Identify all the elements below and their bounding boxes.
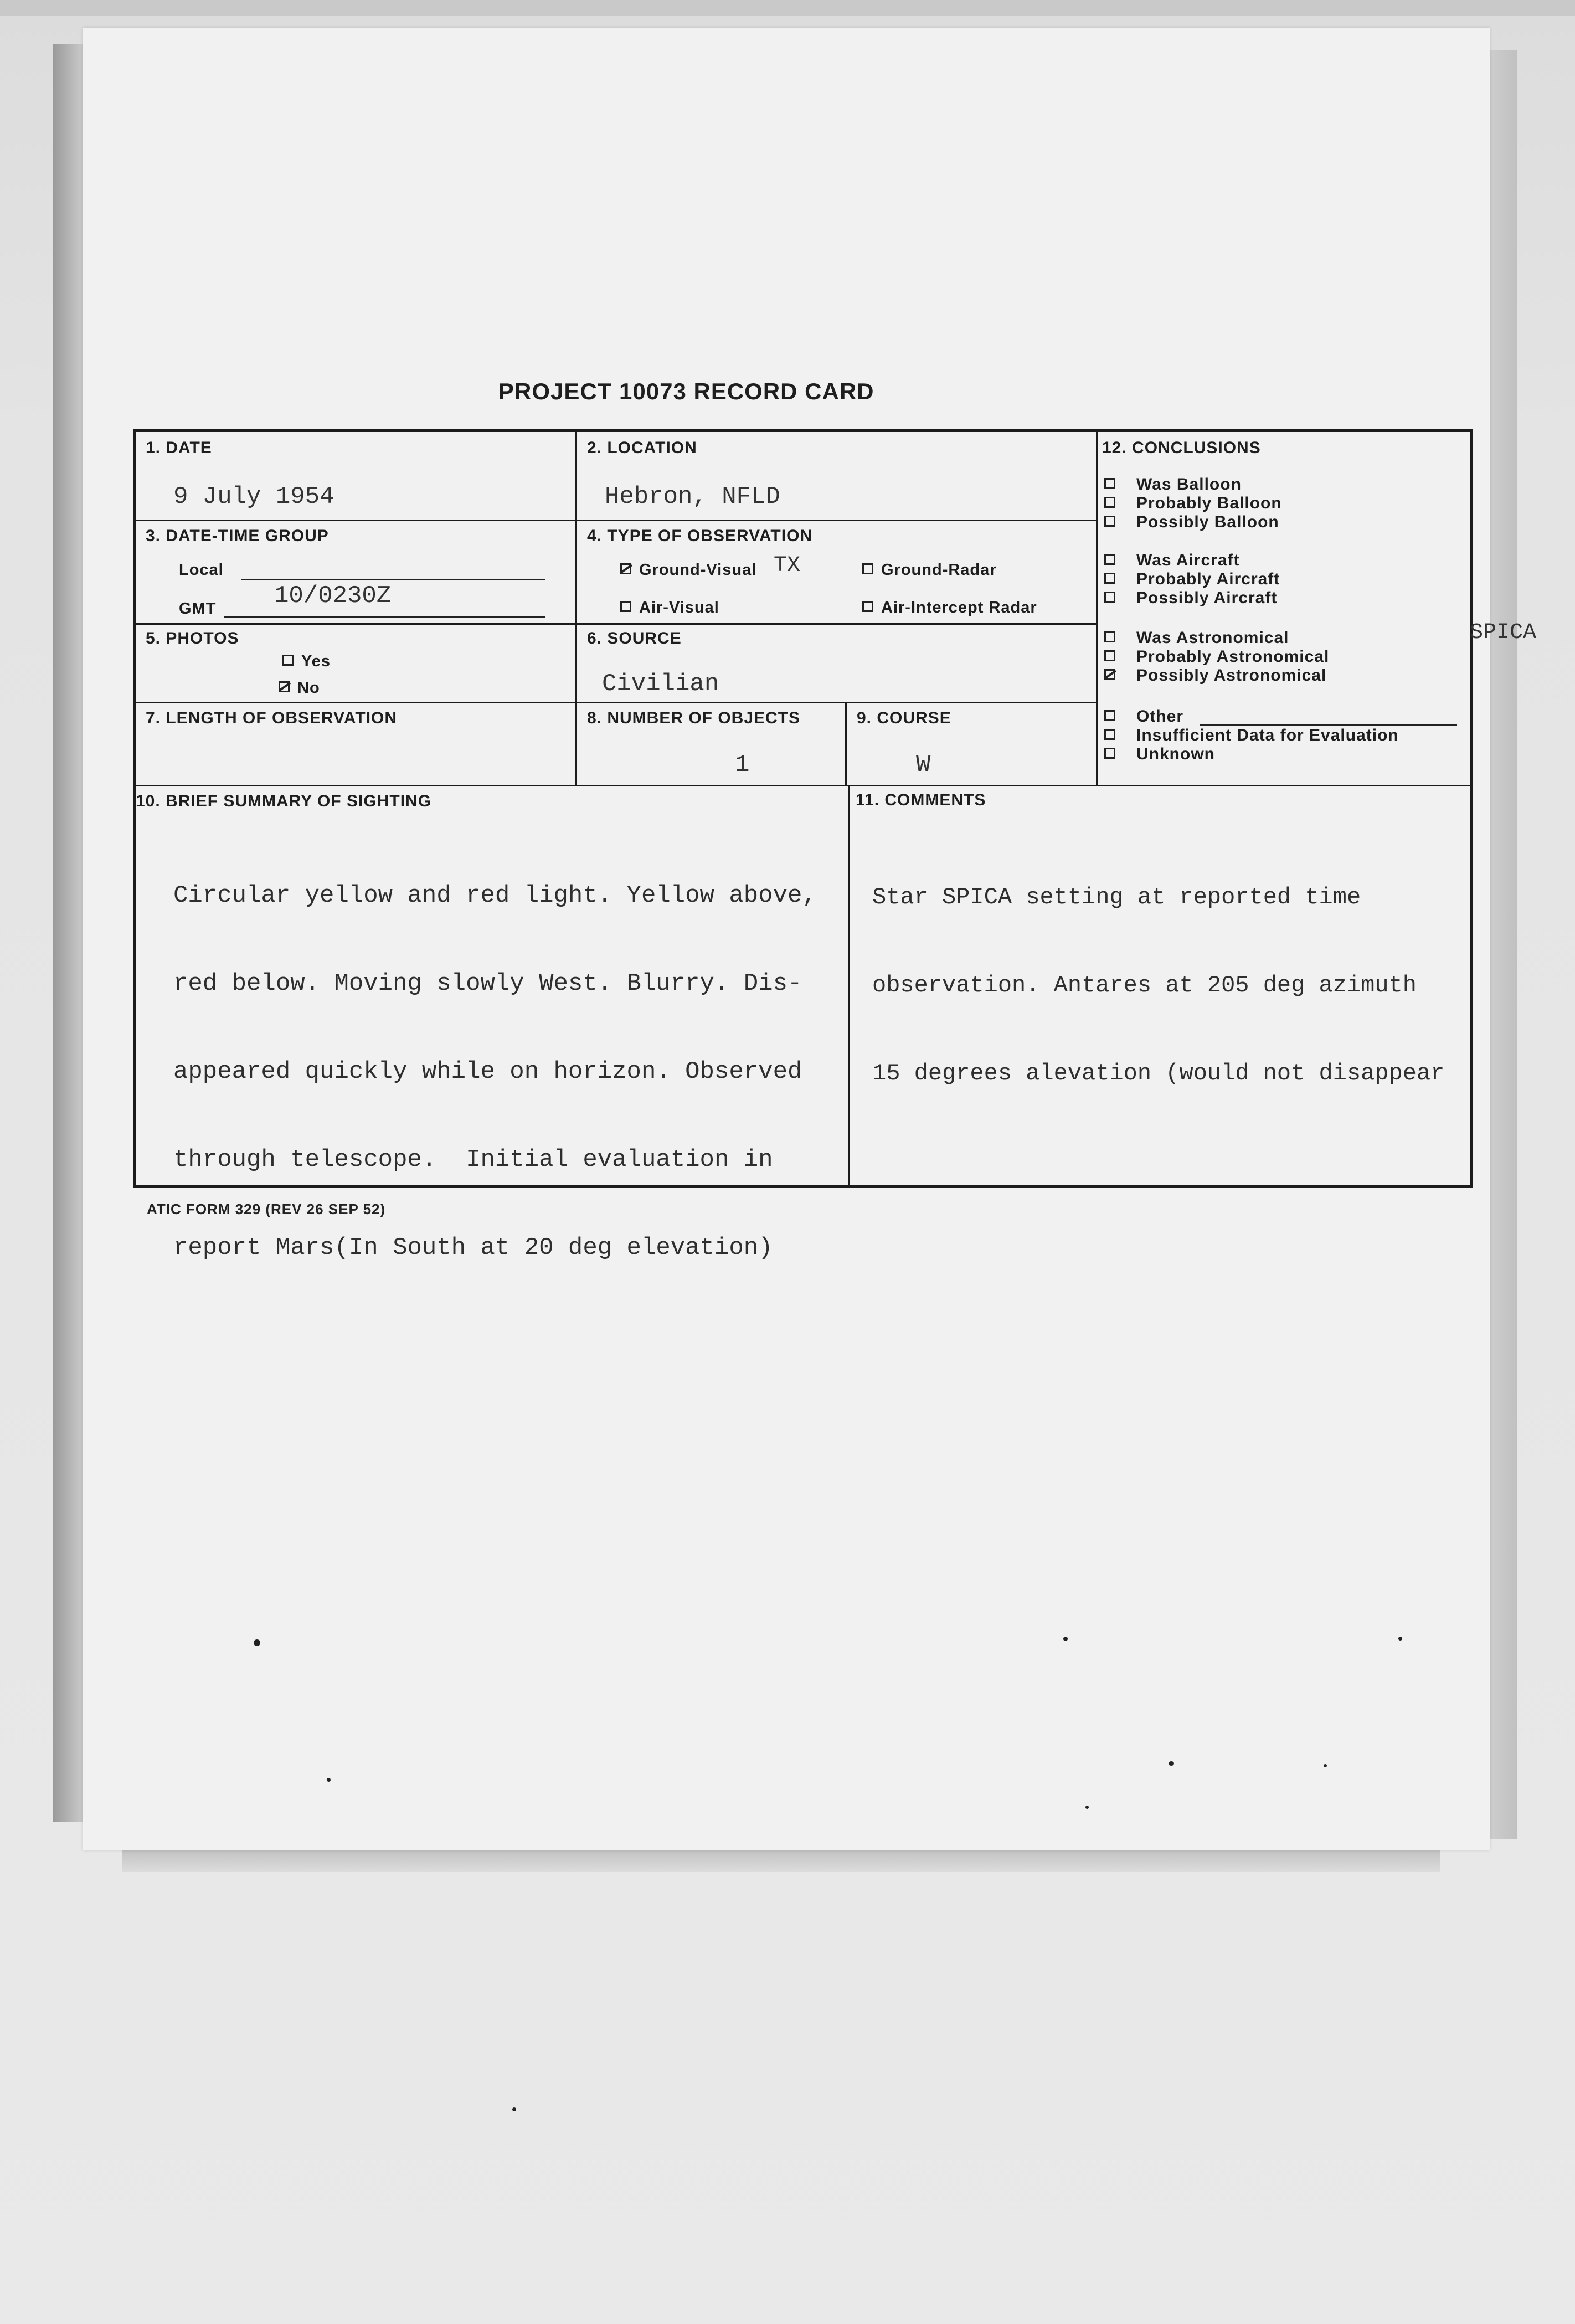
- cell-course: [847, 703, 1098, 786]
- conclusion-probably-balloon: Probably Balloon: [1104, 494, 1282, 513]
- photos-no-text: No: [297, 679, 320, 697]
- scan-speck: [1169, 1761, 1174, 1766]
- ground-radar-text: Ground-Radar: [881, 561, 997, 579]
- comments-line: 15 degrees alevation (would not disappear: [872, 1060, 1445, 1087]
- possibly-astronomical-checkbox[interactable]: [1104, 669, 1115, 680]
- comments-text: [872, 824, 1444, 1147]
- summary-line: red below. Moving slowly West. Blurry. Dis-: [173, 970, 802, 998]
- scan-speck: [1398, 1637, 1402, 1641]
- probably-astronomical-checkbox[interactable]: [1104, 650, 1115, 661]
- was-astronomical-checkbox[interactable]: [1104, 631, 1115, 642]
- scan-speck: [1085, 1806, 1089, 1809]
- course-value: W: [916, 751, 931, 779]
- comments-line: Star SPICA setting at reported time: [872, 884, 1361, 911]
- conclusion-was-balloon: Was Balloon: [1104, 475, 1242, 494]
- cell-date-time-group: [136, 521, 577, 625]
- air-visual-text: Air-Visual: [639, 599, 719, 616]
- date-value: 9 July 1954: [173, 483, 334, 511]
- photos-yes-option: [282, 652, 331, 671]
- conclusion-insufficient-data: Insufficient Data for Evaluation: [1104, 726, 1399, 745]
- paper-shadow-left: [53, 44, 86, 1822]
- photos-yes-checkbox[interactable]: [282, 655, 294, 666]
- conclusion-was-aircraft: Was Aircraft: [1104, 551, 1240, 570]
- date-label: 1. DATE: [146, 439, 212, 457]
- scan-speck: [327, 1778, 331, 1782]
- cell-number-of-objects: [577, 703, 847, 786]
- summary-line: appeared quickly while on horizon. Observed: [173, 1058, 802, 1086]
- conclusion-unknown: Unknown: [1104, 745, 1215, 764]
- cell-location: [577, 432, 1098, 521]
- was-balloon-checkbox[interactable]: [1104, 478, 1115, 489]
- air-visual-option: [620, 599, 719, 617]
- cell-conclusions: [1098, 432, 1537, 786]
- summary-line: Circular yellow and red light. Yellow above,: [173, 882, 817, 909]
- photos-no-option: [279, 679, 320, 697]
- location-label: 2. LOCATION: [587, 439, 697, 457]
- scan-top-edge: [0, 0, 1575, 16]
- probably-aircraft-checkbox[interactable]: [1104, 573, 1115, 584]
- cell-comments: [850, 786, 1470, 1185]
- type-label: 4. TYPE OF OBSERVATION: [587, 527, 813, 545]
- source-value: Civilian: [602, 670, 719, 698]
- cell-length-of-observation: [136, 703, 577, 786]
- form-number-footer: ATIC FORM 329 (REV 26 SEP 52): [147, 1201, 386, 1217]
- objects-value: 1: [735, 751, 750, 779]
- ground-visual-note: TX: [774, 553, 801, 578]
- card-title: PROJECT 10073 RECORD CARD: [498, 378, 874, 404]
- ground-radar-option: [862, 561, 997, 579]
- comments-line: observation. Antares at 205 deg azimuth: [872, 972, 1417, 999]
- cell-photos: [136, 625, 577, 703]
- summary-text: [173, 822, 817, 1322]
- cell-date: [136, 432, 577, 521]
- conclusion-other: Other: [1104, 707, 1183, 726]
- local-label: Local: [179, 561, 224, 579]
- length-label: 7. LENGTH OF OBSERVATION: [146, 709, 398, 727]
- summary-line: through telescope. Initial evaluation in: [173, 1146, 773, 1174]
- conclusion-was-astronomical: Was Astronomical: [1104, 629, 1289, 647]
- astronomical-note: SPICA: [1470, 620, 1537, 645]
- gmt-value: 10/0230Z: [274, 582, 392, 610]
- air-visual-checkbox[interactable]: [620, 601, 631, 612]
- conclusion-possibly-aircraft: Possibly Aircraft: [1104, 589, 1277, 608]
- conclusion-probably-astronomical: Probably Astronomical: [1104, 647, 1329, 666]
- comments-label: 11. COMMENTS: [856, 791, 986, 809]
- conclusions-label: 12. CONCLUSIONS: [1102, 439, 1261, 457]
- scan-speck: [1324, 1764, 1327, 1767]
- source-label: 6. SOURCE: [587, 629, 682, 647]
- gmt-label: GMT: [179, 600, 217, 618]
- air-intercept-option: [862, 599, 1037, 617]
- conclusion-possibly-balloon: Possibly Balloon: [1104, 513, 1279, 532]
- ground-radar-checkbox[interactable]: [862, 563, 873, 574]
- cell-source: [577, 625, 1098, 703]
- scan-speck: [512, 2107, 516, 2111]
- summary-label: 10. BRIEF SUMMARY OF SIGHTING: [136, 792, 432, 810]
- air-intercept-checkbox[interactable]: [862, 601, 873, 612]
- objects-label: 8. NUMBER OF OBJECTS: [587, 709, 801, 727]
- ground-visual-checkbox[interactable]: [620, 563, 631, 574]
- scan-speck: [1063, 1637, 1068, 1641]
- photos-no-checkbox[interactable]: [279, 681, 290, 692]
- summary-line: report Mars(In South at 20 deg elevation): [173, 1234, 773, 1262]
- course-label: 9. COURSE: [857, 709, 951, 727]
- photos-yes-text: Yes: [301, 652, 331, 670]
- probably-balloon-checkbox[interactable]: [1104, 497, 1115, 508]
- possibly-aircraft-checkbox[interactable]: [1104, 592, 1115, 603]
- cell-type-of-observation: [577, 521, 1098, 625]
- dtg-label: 3. DATE-TIME GROUP: [146, 527, 329, 545]
- ground-visual-text: Ground-Visual: [639, 561, 757, 579]
- unknown-checkbox[interactable]: [1104, 748, 1115, 759]
- ground-visual-option: [620, 561, 756, 579]
- scan-speck: [254, 1639, 260, 1646]
- possibly-balloon-checkbox[interactable]: [1104, 516, 1115, 527]
- conclusion-possibly-astronomical: Possibly Astronomical: [1104, 666, 1326, 685]
- insufficient-data-checkbox[interactable]: [1104, 729, 1115, 740]
- gmt-underline: [224, 616, 545, 618]
- location-value: Hebron, NFLD: [605, 483, 780, 511]
- other-checkbox[interactable]: [1104, 710, 1115, 721]
- photos-label: 5. PHOTOS: [146, 629, 239, 647]
- conclusion-probably-aircraft: Probably Aircraft: [1104, 570, 1280, 589]
- air-intercept-text: Air-Intercept Radar: [881, 599, 1037, 616]
- was-aircraft-checkbox[interactable]: [1104, 554, 1115, 565]
- local-underline: [241, 579, 545, 580]
